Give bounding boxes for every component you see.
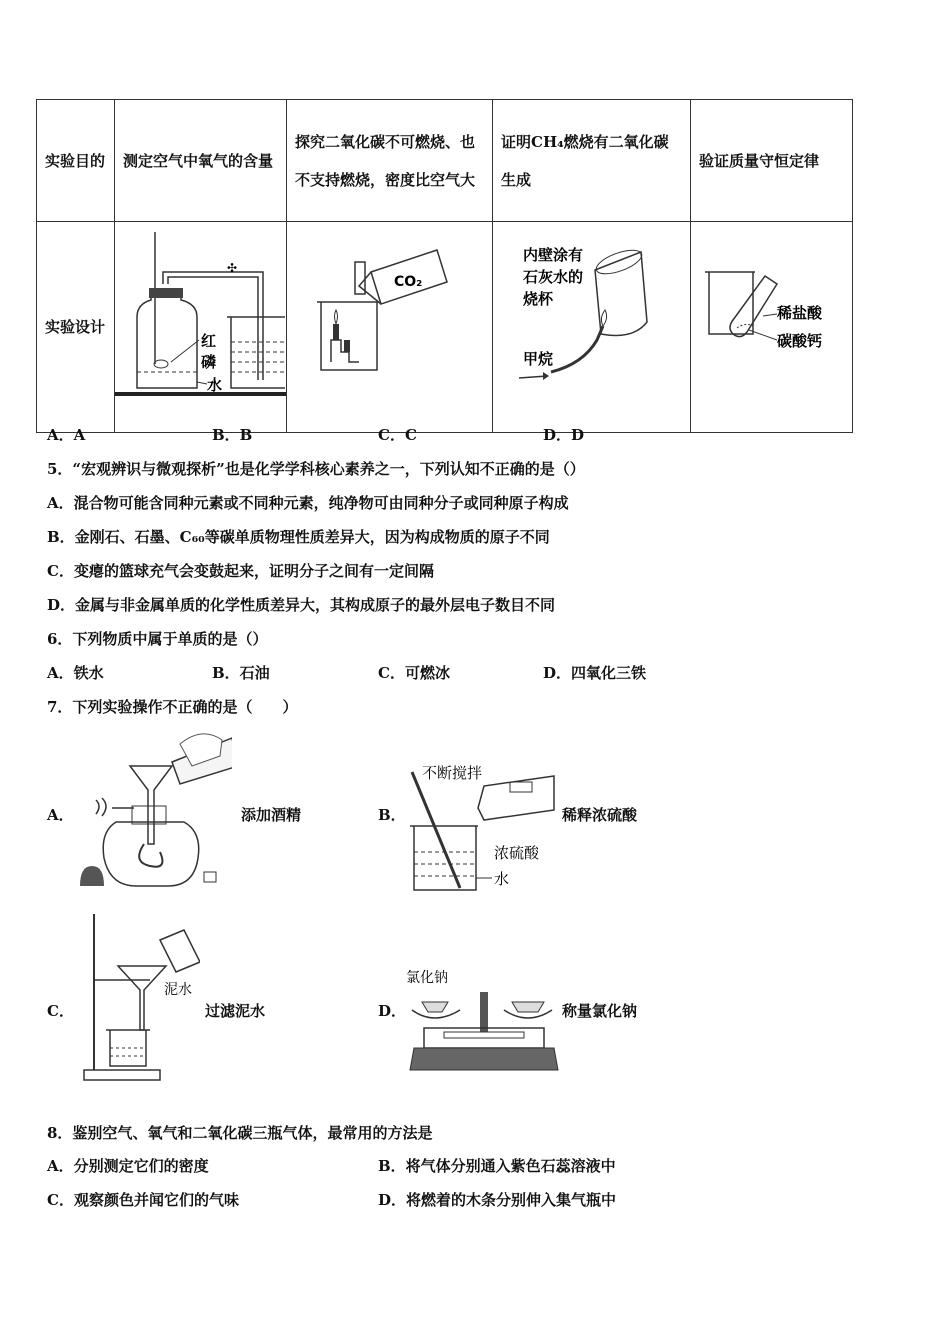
add-alcohol-figure xyxy=(72,726,232,892)
q5-option-d[interactable]: D．金属与非金属单质的化学性质差异大，其构成原子的最外层电子数目不同 xyxy=(47,596,556,614)
q7-option-d-caption: 称量氯化钠 xyxy=(562,1002,638,1020)
q5-option-c[interactable]: C．变瘪的篮球充气会变鼓起来，证明分子之间有一定间隔 xyxy=(47,562,434,580)
q4-option-d[interactable]: D．D xyxy=(543,426,585,444)
q7-b-label2: 浓硫酸 xyxy=(494,844,540,862)
q4-option-a[interactable]: A．A xyxy=(47,426,86,444)
q7-option-c-letter[interactable]: C． xyxy=(47,1002,74,1020)
q4-option-c[interactable]: C．C xyxy=(378,426,417,444)
q7-option-b-caption: 稀释浓硫酸 xyxy=(562,806,638,824)
weigh-nacl-figure xyxy=(404,966,562,1082)
q7-option-a-caption: 添加酒精 xyxy=(241,806,302,824)
q8-option-a[interactable]: A．分别测定它们的密度 xyxy=(47,1157,209,1175)
q6-option-c[interactable]: C．可燃冰 xyxy=(378,664,450,682)
svg-text:✣: ✣ xyxy=(227,261,238,275)
fig-d-label2: 碳酸钙 xyxy=(777,332,823,350)
q7-b-label1: 不断搅拌 xyxy=(422,764,483,782)
purpose-d: 验证质量守恒定律 xyxy=(691,100,853,222)
q8-option-d[interactable]: D．将燃着的木条分别伸入集气瓶中 xyxy=(378,1191,617,1209)
fig-c-label4: 甲烷 xyxy=(523,350,554,368)
mass-conservation-figure xyxy=(691,222,852,418)
q5-option-b[interactable]: B．金刚石、石墨、C₆₀等碳单质物理性质差异大，因为构成物质的原子不同 xyxy=(47,528,550,546)
q6-option-a[interactable]: A．铁水 xyxy=(47,664,104,682)
q7-c-label: 泥水 xyxy=(164,982,192,998)
fig-c-label2: 石灰水的 xyxy=(523,268,584,286)
q7-option-d-letter[interactable]: D． xyxy=(378,1002,407,1020)
q6-stem: 6．下列物质中属于单质的是（） xyxy=(47,630,268,648)
figure-c-cell xyxy=(493,222,691,433)
fig-a-label3: 水 xyxy=(207,376,223,394)
oxygen-content-apparatus xyxy=(115,222,286,418)
q6-option-b[interactable]: B．石油 xyxy=(212,664,270,682)
purpose-c: 证明CH₄燃烧有二氧化碳生成 xyxy=(493,100,691,222)
q7-d-label: 氯化钠 xyxy=(406,970,448,986)
q7-stem: 7．下列实验操作不正确的是（ ） xyxy=(47,698,298,716)
fig-c-label3: 烧杯 xyxy=(523,290,554,308)
fig-a-label1: 红 xyxy=(201,332,217,350)
q6-option-d[interactable]: D．四氧化三铁 xyxy=(543,664,647,682)
dilute-sulfuric-acid-figure xyxy=(404,760,560,896)
purpose-b: 探究二氧化碳不可燃烧、也不支持燃烧，密度比空气大 xyxy=(287,100,493,222)
q5-option-a[interactable]: A．混合物可能含同种元素或不同种元素，纯净物可由同种分子或同种原子构成 xyxy=(47,494,569,512)
figure-a-cell xyxy=(115,222,287,433)
methane-combustion-figure xyxy=(493,222,690,418)
fig-a-label2: 磷 xyxy=(201,353,217,371)
q7-option-a-letter[interactable]: A． xyxy=(47,806,74,824)
q8-option-b[interactable]: B．将气体分别通入紫色石蕊溶液中 xyxy=(378,1157,616,1175)
q8-option-c[interactable]: C．观察颜色并闻它们的气味 xyxy=(47,1191,239,1209)
experiment-table xyxy=(36,99,853,433)
fig-c-label1: 内壁涂有 xyxy=(523,246,584,264)
figure-b-cell xyxy=(287,222,493,433)
row-label-design: 实验设计 xyxy=(37,222,115,433)
filtration-figure xyxy=(80,910,200,1082)
co2-candle-beaker xyxy=(287,222,492,418)
q7-option-c-caption: 过滤泥水 xyxy=(205,1002,266,1020)
q7-option-b-letter[interactable]: B． xyxy=(378,806,406,824)
fig-b-label: CO₂ xyxy=(394,274,423,290)
row-label-purpose: 实验目的 xyxy=(37,100,115,222)
q8-stem: 8．鉴别空气、氧气和二氧化碳三瓶气体，最常用的方法是 xyxy=(47,1124,433,1142)
q7-b-label3: 水 xyxy=(494,870,510,888)
fig-d-label1: 稀盐酸 xyxy=(777,304,823,322)
purpose-a: 测定空气中氧气的含量 xyxy=(115,100,287,222)
q4-option-b[interactable]: B．B xyxy=(212,426,253,444)
figure-d-cell xyxy=(691,222,853,433)
q5-stem: 5．“宏观辨识与微观探析”也是化学学科核心素养之一，下列认知不正确的是（） xyxy=(47,460,585,478)
